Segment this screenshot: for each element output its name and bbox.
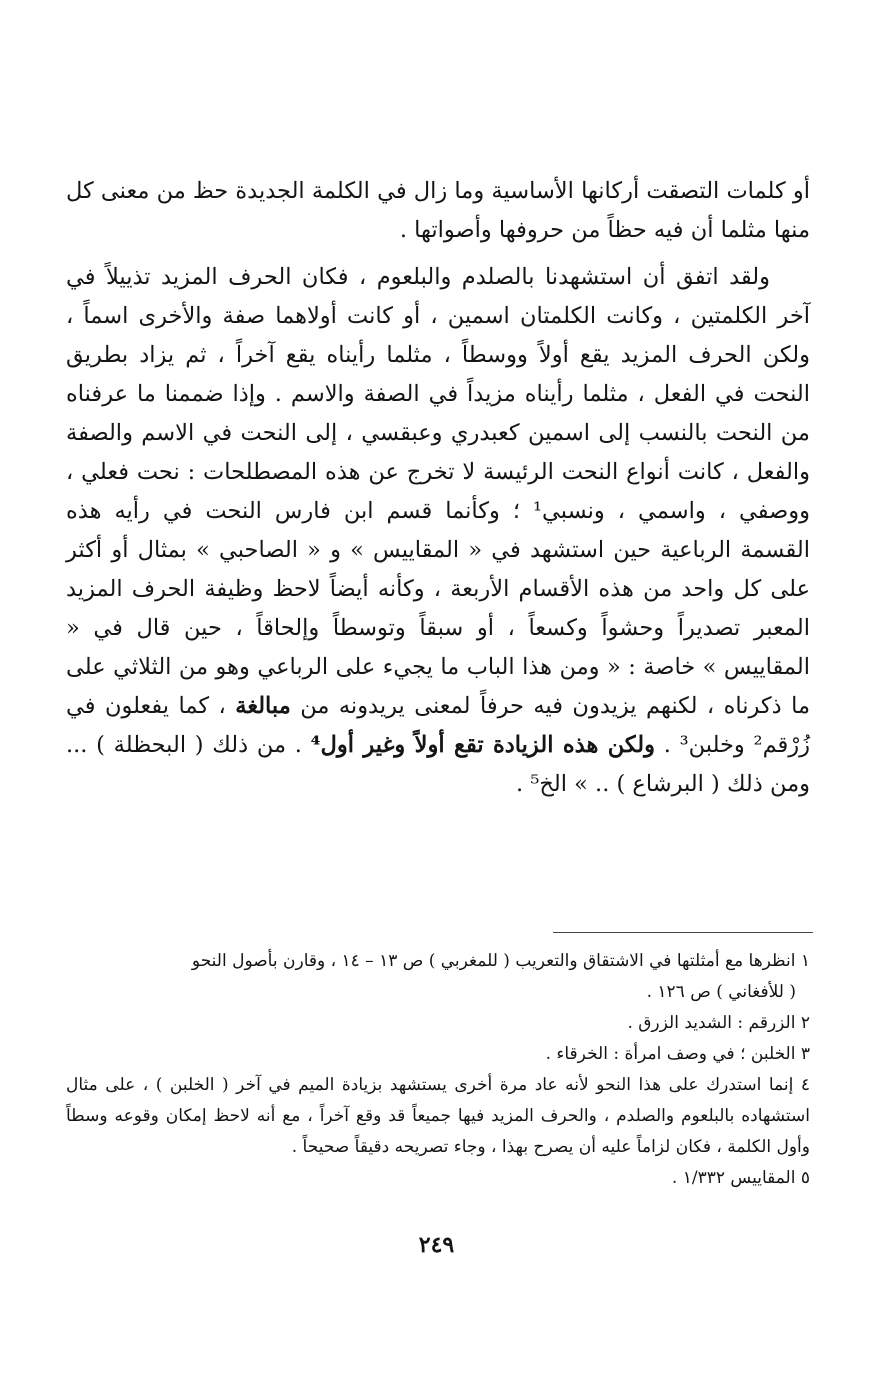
- main-text: [66, 172, 810, 804]
- footnote-5: ٥ المقاييس ١/٣٣٢ .: [671, 1168, 810, 1188]
- paragraph-2-text-3: . من ذلك ( البحظلة ) ... ومن ذلك ( البرشاع ) .. » الخ⁵ .: [66, 732, 810, 797]
- footnote-1-continuation: ( للأفغاني ) ص ١٢٦ .: [646, 982, 796, 1002]
- footnote-divider: [553, 932, 813, 933]
- paragraph-2: [66, 258, 810, 804]
- paragraph-2-text-2: ، كما يفعلون في زُرْقم² وخلبن³ .: [66, 693, 811, 758]
- bold-phrase-mubalagha: مبالغة: [235, 693, 291, 719]
- footnotes: [66, 946, 810, 1194]
- page-number: ٢٤٩: [418, 1232, 455, 1258]
- footnote-3: ٣ الخلبن ؛ في وصف امرأة : الخرقاء .: [545, 1044, 810, 1064]
- bold-phrase-ziyada: ولكن هذه الزيادة تقع أولاً وغير أول⁴: [310, 732, 655, 758]
- footnote-1: ١ انظرها مع أمثلتها في الاشتقاق والتعريب ( للمغربي ) ص ١٣ – ١٤ ، وقارن بأصول النحو: [191, 951, 810, 971]
- paragraph-1: أو كلمات التصقت أركانها الأساسية وما زال في الكلمة الجديدة حظ من معنى كل منها مثلما أن فيه حظاً من حروفها وأصواتها .: [66, 178, 810, 243]
- footnote-2: ٢ الزرقم : الشديد الزرق .: [627, 1013, 810, 1033]
- footnote-4: ٤ إنما استدرك على هذا النحو لأنه عاد مرة أخرى يستشهد بزيادة الميم في آخر ( الخلبن ) ، على مثال استشهاده بالبلعوم والصلدم ، والحرف المزيد فيها جميعاً قد وقع آخراً ، مع أنه لاحظ إمكان وقوعه وسطاً وأول الكلمة ، فكان لزاماً عليه أن يصرح بهذا ، وجاء تصريحه دقيقاً صحيحاً .: [66, 1075, 810, 1157]
- paragraph-2-text-1: ولقد اتفق أن استشهدنا بالصلدم والبلعوم ، فكان الحرف المزيد تذييلاً في آخر الكلمتين ، وكانت الكلمتان اسمين ، أو كانت أولاهما صفة والأخرى اسماً ، ولكن الحرف المزيد يقع أولاً ووسطاً ، مثلما رأيناه يقع آخراً ، ثم يزاد بطريق النحت في الفعل ، مثلما رأيناه مزيداً في الصفة والاسم . وإذا ضممنا ما عرفناه من النحت بالنسب إلى اسمين كعبدري وعبقسي ، إلى النحت في الاسم والصفة والفعل ، كانت أنواع النحت الرئيسة لا تخرج عن هذه المصطلحات : نحت فعلي ، ووصفي ، واسمي ، ونسبي¹ ؛ وكأنما قسم ابن فارس النحت في رأيه هذه القسمة الرباعية حين استشهد في « المقاييس » و « الصاحبي » بمثال أو أكثر على كل واحد من هذه الأقسام الأربعة ، وكأنه أيضاً لاحظ وظيفة الحرف المزيد المعبر تصديراً وحشواً وكسعاً ، أو سبقاً وتوسطاً وإلحاقاً ، حين قال في « المقاييس » خاصة : « ومن هذا الباب ما يجيء على الرباعي وهو من الثلاثي على ما ذكرناه ، لكنهم يزيدون فيه حرفاً لمعنى يريدونه من: [66, 264, 811, 719]
